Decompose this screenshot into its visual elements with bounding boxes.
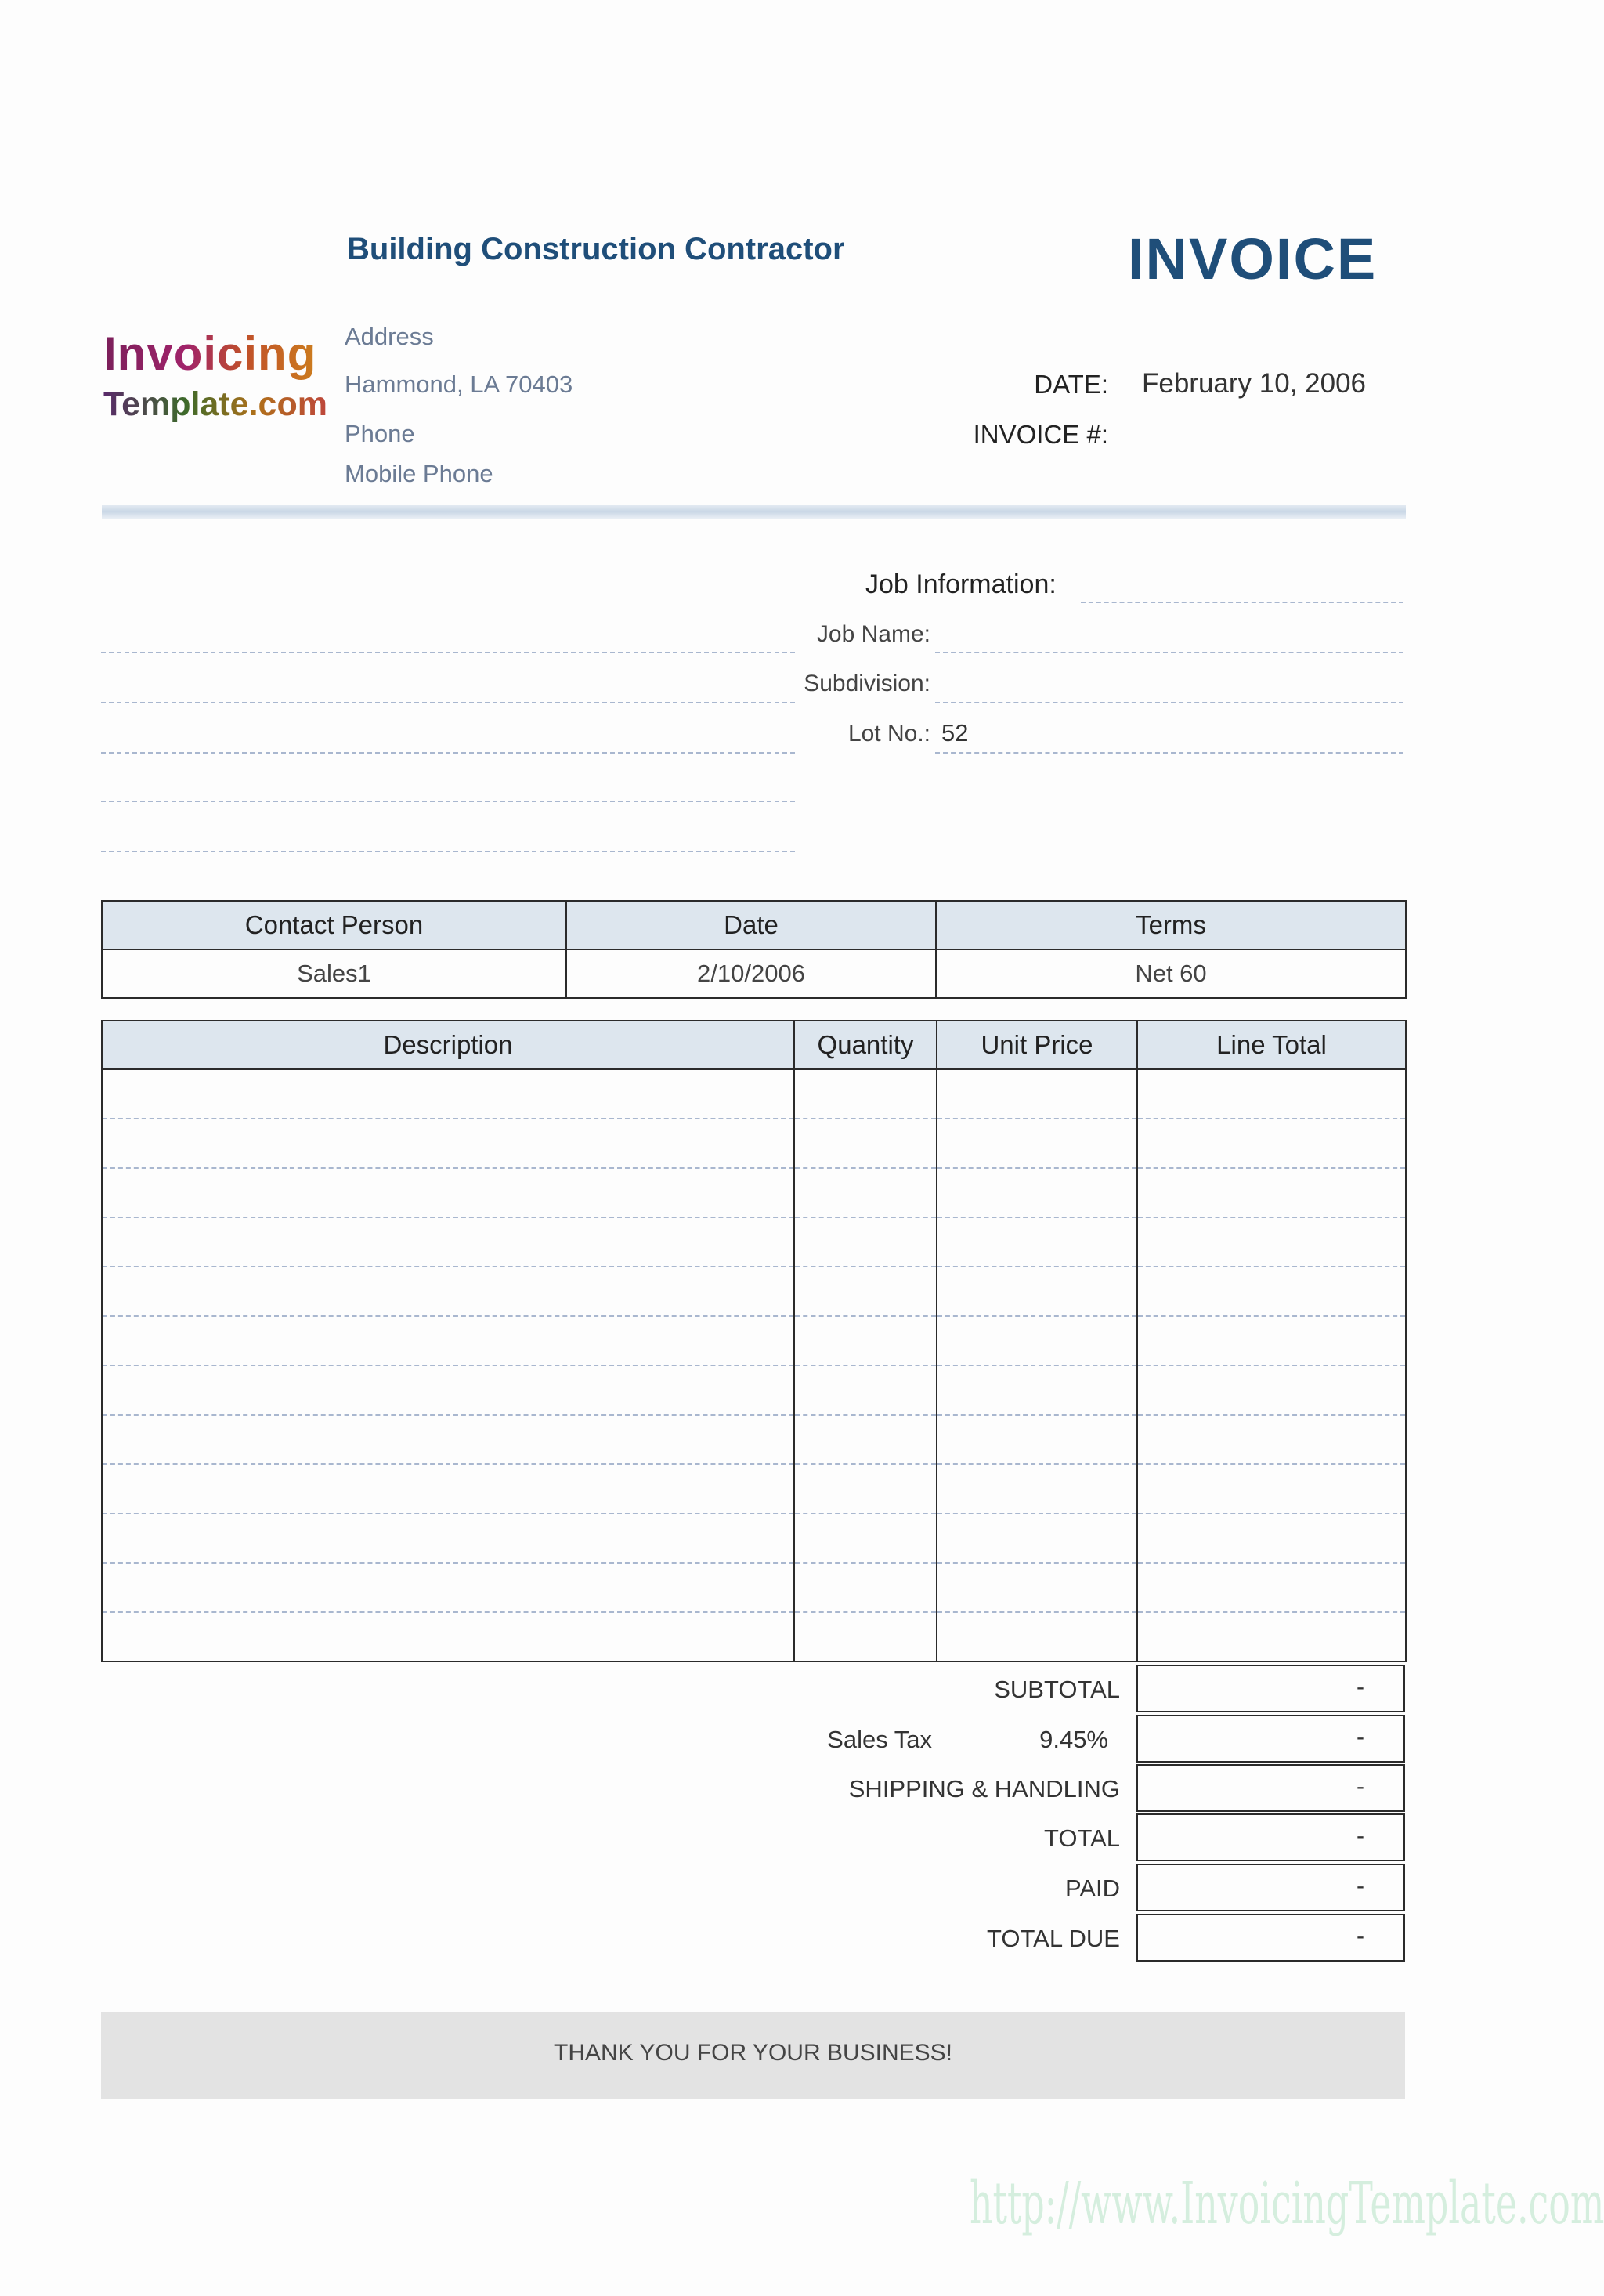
shipping-handling-label: SHIPPING & HANDLING	[848, 1775, 1120, 1802]
table-row	[102, 1365, 1406, 1415]
total-label: TOTAL	[1043, 1824, 1120, 1852]
date-value: February 10, 2006	[1142, 368, 1367, 399]
document-title: INVOICE	[1128, 226, 1378, 291]
line-total-cell[interactable]	[1137, 1415, 1406, 1464]
quantity-header: Quantity	[794, 1021, 937, 1069]
lot-number-line	[935, 752, 1404, 754]
date-label: DATE:	[1034, 370, 1108, 399]
line-total-cell[interactable]	[1137, 1168, 1406, 1217]
table-row	[102, 1119, 1406, 1168]
thank-you-message: THANK YOU FOR YOUR BUSINESS!	[554, 2040, 952, 2066]
quantity-cell[interactable]	[794, 1513, 937, 1563]
date-header: Date	[566, 901, 936, 949]
line-total-cell[interactable]	[1137, 1513, 1406, 1563]
quantity-cell[interactable]	[794, 1217, 937, 1267]
quantity-cell[interactable]	[794, 1069, 937, 1119]
unit-price-cell[interactable]	[937, 1267, 1137, 1316]
description-cell[interactable]	[102, 1267, 794, 1316]
logo-line-1: Invoicing	[103, 327, 338, 381]
table-row	[102, 1513, 1406, 1563]
table-row	[102, 1217, 1406, 1267]
unit-price-cell[interactable]	[937, 1168, 1137, 1217]
line-total-cell[interactable]	[1137, 1365, 1406, 1415]
bill-to-line	[101, 702, 795, 703]
sales-tax-label: Sales Tax	[827, 1726, 932, 1753]
invoice-number-label: INVOICE #:	[973, 420, 1108, 449]
unit-price-cell[interactable]	[937, 1119, 1137, 1168]
table-row	[102, 1316, 1406, 1365]
table-row	[102, 1415, 1406, 1464]
description-header: Description	[102, 1021, 794, 1069]
description-cell[interactable]	[102, 1069, 794, 1119]
subdivision-label: Subdivision:	[804, 671, 930, 696]
description-cell[interactable]	[102, 1168, 794, 1217]
address-line: Address	[345, 323, 434, 350]
description-cell[interactable]	[102, 1217, 794, 1267]
quantity-cell[interactable]	[794, 1612, 937, 1661]
description-cell[interactable]	[102, 1415, 794, 1464]
description-cell[interactable]	[102, 1513, 794, 1563]
line-total-cell[interactable]	[1137, 1069, 1406, 1119]
unit-price-cell[interactable]	[937, 1415, 1137, 1464]
quantity-cell[interactable]	[794, 1365, 937, 1415]
job-information-heading: Job Information:	[865, 569, 1057, 599]
description-cell[interactable]	[102, 1563, 794, 1612]
logo-line-2: Template.com	[103, 381, 338, 428]
total-value: -	[1357, 1823, 1364, 1849]
bill-to-line	[101, 752, 795, 754]
subtotal-label: SUBTOTAL	[994, 1676, 1120, 1703]
line-total-cell[interactable]	[1137, 1119, 1406, 1168]
shipping-handling-value: -	[1357, 1774, 1364, 1799]
shipping-handling-box[interactable]	[1136, 1764, 1405, 1812]
paid-label: PAID	[1064, 1875, 1120, 1902]
unit-price-cell[interactable]	[937, 1563, 1137, 1612]
quantity-cell[interactable]	[794, 1168, 937, 1217]
quantity-cell[interactable]	[794, 1316, 937, 1365]
quantity-cell[interactable]	[794, 1119, 937, 1168]
quantity-cell[interactable]	[794, 1563, 937, 1612]
terms-cell[interactable]: Net 60	[936, 949, 1406, 998]
thank-you-bar	[101, 2012, 1405, 2099]
quantity-cell[interactable]	[794, 1415, 937, 1464]
sales-tax-box[interactable]	[1136, 1715, 1405, 1763]
sales-tax-value: -	[1357, 1724, 1364, 1750]
unit-price-cell[interactable]	[937, 1069, 1137, 1119]
header-divider	[102, 505, 1406, 519]
mobile-phone-line: Mobile Phone	[345, 460, 493, 487]
job-name-line	[935, 652, 1404, 653]
subdivision-line	[935, 702, 1404, 703]
total-box[interactable]	[1136, 1813, 1405, 1861]
contact-person-header: Contact Person	[102, 901, 566, 949]
unit-price-cell[interactable]	[937, 1365, 1137, 1415]
total-due-box[interactable]	[1136, 1914, 1405, 1962]
description-cell[interactable]	[102, 1365, 794, 1415]
subtotal-value: -	[1357, 1674, 1364, 1700]
unit-price-cell[interactable]	[937, 1612, 1137, 1661]
line-total-cell[interactable]	[1137, 1267, 1406, 1316]
line-total-cell[interactable]	[1137, 1316, 1406, 1365]
line-total-header: Line Total	[1137, 1021, 1406, 1069]
total-due-label: TOTAL DUE	[987, 1925, 1120, 1952]
table-row	[102, 1267, 1406, 1316]
table-row	[102, 1464, 1406, 1513]
line-total-cell[interactable]	[1137, 1563, 1406, 1612]
lot-number-label: Lot No.:	[847, 721, 930, 747]
order-info-table	[101, 900, 1407, 999]
sales-tax-rate[interactable]: 9.45%	[1039, 1726, 1108, 1753]
line-total-cell[interactable]	[1137, 1464, 1406, 1513]
description-cell[interactable]	[102, 1612, 794, 1661]
quantity-cell[interactable]	[794, 1267, 937, 1316]
company-name: Building Construction Contractor	[347, 232, 845, 266]
paid-box[interactable]	[1136, 1864, 1405, 1911]
watermark-url: http://www.InvoicingTemplate.com	[970, 2170, 1604, 2237]
quantity-cell[interactable]	[794, 1464, 937, 1513]
unit-price-cell[interactable]	[937, 1316, 1137, 1365]
description-cell[interactable]	[102, 1316, 794, 1365]
lot-number-value[interactable]: 52	[941, 719, 969, 747]
subtotal-box[interactable]	[1136, 1665, 1405, 1712]
bill-to-line	[101, 652, 795, 653]
unit-price-cell[interactable]	[937, 1464, 1137, 1513]
bill-to-line	[101, 851, 795, 852]
city-state-zip: Hammond, LA 70403	[345, 371, 573, 398]
contact-person-cell[interactable]: Sales1	[102, 949, 566, 998]
line-total-cell[interactable]	[1137, 1217, 1406, 1267]
table-row	[102, 1069, 1406, 1119]
job-name-label: Job Name:	[816, 621, 930, 647]
paid-value: -	[1357, 1873, 1364, 1899]
table-row	[102, 1563, 1406, 1612]
bill-to-line	[101, 801, 795, 802]
description-cell[interactable]	[102, 1119, 794, 1168]
description-cell[interactable]	[102, 1464, 794, 1513]
date-cell[interactable]: 2/10/2006	[566, 949, 936, 998]
total-due-value: -	[1357, 1923, 1364, 1949]
line-total-cell[interactable]	[1137, 1612, 1406, 1661]
unit-price-cell[interactable]	[937, 1513, 1137, 1563]
terms-header: Terms	[936, 901, 1406, 949]
company-logo	[103, 327, 338, 437]
unit-price-cell[interactable]	[937, 1217, 1137, 1267]
phone-line: Phone	[345, 420, 415, 447]
job-info-line	[1081, 602, 1404, 603]
line-items-table	[101, 1020, 1407, 1662]
table-row	[102, 1612, 1406, 1661]
unit-price-header: Unit Price	[937, 1021, 1137, 1069]
table-row	[102, 1168, 1406, 1217]
